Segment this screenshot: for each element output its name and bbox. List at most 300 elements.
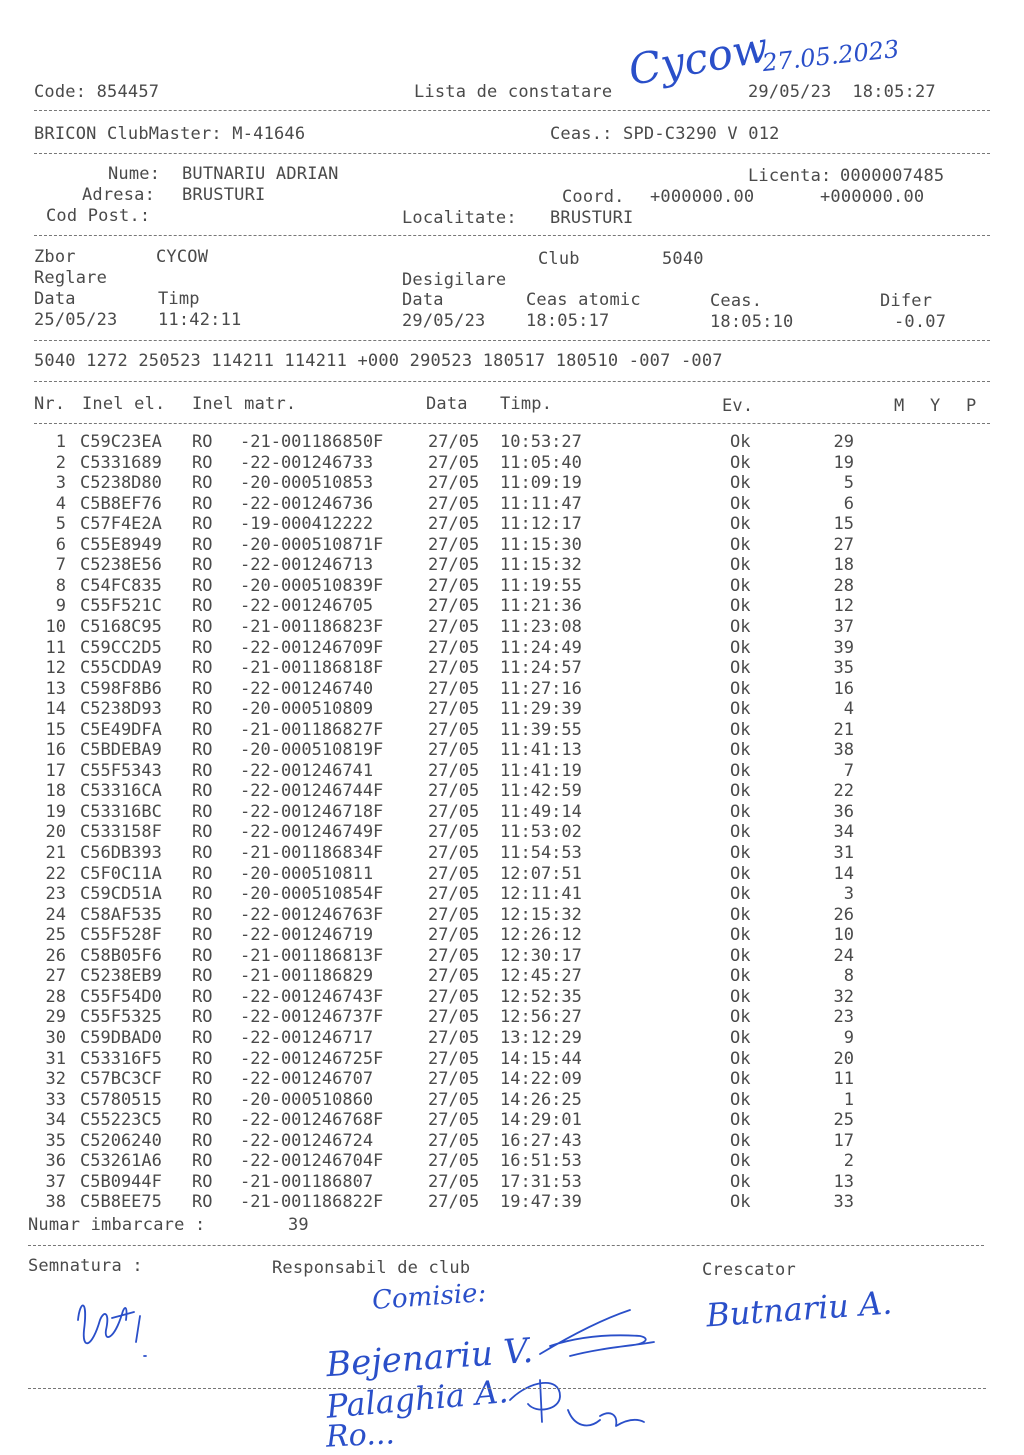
row-number: 1: [55, 432, 66, 452]
ring-number: -22-001246724: [240, 1130, 374, 1151]
rank-number: 22: [833, 781, 854, 802]
ring-number: -20-000510839F: [240, 575, 384, 596]
arrival-date: 27/05: [428, 616, 480, 637]
row-number: 7: [55, 555, 66, 576]
arrival-date: 27/05: [428, 740, 480, 761]
col-data: Data: [426, 394, 468, 414]
row-number: 34: [45, 1110, 66, 1131]
table-row: [0, 864, 1024, 885]
name-label: Nume:: [108, 164, 161, 184]
rank-number: 24: [833, 945, 854, 966]
arrival-date: 27/05: [428, 493, 480, 514]
rank-number: 28: [833, 575, 854, 596]
country-code: RO: [192, 843, 213, 863]
electronic-ring: C533158F: [80, 822, 162, 843]
row-number: 19: [45, 801, 66, 822]
row-number: 26: [45, 945, 66, 966]
event-status: Ok: [730, 1130, 751, 1151]
handwritten-date: 27.05.2023: [760, 34, 901, 78]
row-number: 13: [45, 678, 66, 699]
event-status: Ok: [730, 1048, 751, 1069]
event-status: Ok: [730, 432, 751, 452]
arrival-time: 11:24:57: [500, 658, 582, 679]
table-row: [0, 905, 1024, 926]
row-number: 10: [45, 616, 66, 637]
ring-number: -22-001246709F: [240, 637, 384, 658]
arrival-time: 10:53:27: [500, 432, 582, 452]
electronic-ring: C59CC2D5: [80, 637, 162, 658]
arrival-date: 27/05: [428, 863, 480, 884]
table-row: [0, 535, 1024, 556]
arrival-date: 27/05: [428, 1048, 480, 1069]
arrival-time: 11:49:14: [500, 801, 582, 822]
country-code: RO: [192, 1110, 213, 1131]
ring-number: -21-001186834F: [240, 843, 384, 863]
arrival-date: 27/05: [428, 843, 480, 863]
country-code: RO: [192, 1171, 213, 1192]
electronic-ring: C5331689: [80, 452, 162, 473]
ring-number: -22-001246749F: [240, 822, 384, 843]
row-number: 6: [55, 534, 66, 555]
ring-number: -22-001246768F: [240, 1110, 384, 1131]
row-number: 37: [45, 1171, 66, 1192]
ring-number: -22-001246744F: [240, 781, 384, 802]
rank-number: 1: [843, 1089, 854, 1110]
club-label: Club: [538, 249, 580, 269]
coord-label: Coord.: [562, 187, 625, 207]
divider: [34, 340, 990, 341]
row-number: 23: [45, 884, 66, 905]
arrival-time: 17:31:53: [500, 1171, 582, 1192]
electronic-ring: C55F54D0: [80, 986, 162, 1007]
country-code: RO: [192, 1089, 213, 1110]
arrival-time: 14:22:09: [500, 1069, 582, 1090]
event-status: Ok: [730, 1069, 751, 1090]
rank-number: 13: [833, 1171, 854, 1192]
divider: [34, 235, 990, 236]
signature-scribble: [70, 1290, 160, 1370]
address-label: Adresa:: [82, 185, 156, 205]
arrival-time: 11:53:02: [500, 822, 582, 843]
electronic-ring: C5238EB9: [80, 966, 162, 987]
ring-number: -20-000510853: [240, 473, 374, 494]
table-row: [0, 699, 1024, 720]
breeder-label: Crescator: [702, 1260, 796, 1280]
handwritten-flight-name: Cycow: [624, 22, 772, 95]
event-status: Ok: [730, 740, 751, 761]
col-m: M: [894, 396, 905, 416]
rank-number: 5: [843, 473, 854, 494]
ring-number: -22-001246743F: [240, 986, 384, 1007]
rank-number: 20: [833, 1048, 854, 1069]
col-ev: Ev.: [722, 396, 754, 416]
event-status: Ok: [730, 925, 751, 946]
event-status: Ok: [730, 616, 751, 637]
row-number: 24: [45, 904, 66, 925]
rank-number: 23: [833, 1007, 854, 1028]
ring-number: -22-001246740: [240, 678, 374, 699]
license-label: Licenta:: [748, 166, 832, 186]
arrival-date: 27/05: [428, 986, 480, 1007]
country-code: RO: [192, 904, 213, 925]
divider: [34, 153, 990, 154]
electronic-ring: C58B05F6: [80, 945, 162, 966]
difference-label: Difer: [880, 291, 933, 311]
electronic-ring: C53316BC: [80, 801, 162, 822]
arrival-time: 11:09:19: [500, 473, 582, 494]
electronic-ring: C5BDEBA9: [80, 740, 162, 761]
desigilare-atomic: 18:05:17: [526, 311, 610, 331]
rank-number: 25: [833, 1110, 854, 1131]
rank-number: 29: [833, 432, 854, 452]
ring-number: -22-001246763F: [240, 904, 384, 925]
arrival-date: 27/05: [428, 1007, 480, 1028]
arrival-date: 27/05: [428, 719, 480, 740]
divider: [28, 1388, 986, 1389]
rank-number: 14: [833, 863, 854, 884]
arrival-time: 12:52:35: [500, 986, 582, 1007]
country-code: RO: [192, 699, 213, 720]
ring-number: -22-001246733: [240, 452, 374, 473]
electronic-ring: C53316F5: [80, 1048, 162, 1069]
electronic-ring: C58AF535: [80, 904, 162, 925]
electronic-ring: C54FC835: [80, 575, 162, 596]
table-row: [0, 1131, 1024, 1152]
event-status: Ok: [730, 699, 751, 720]
club-value: 5040: [662, 249, 704, 269]
table-row: [0, 1090, 1024, 1111]
country-code: RO: [192, 1130, 213, 1151]
country-code: RO: [192, 658, 213, 679]
country-code: RO: [192, 740, 213, 761]
arrival-date: 27/05: [428, 534, 480, 555]
table-row: [0, 987, 1024, 1008]
arrival-date: 27/05: [428, 781, 480, 802]
club-responsible-label: Responsabil de club: [272, 1258, 471, 1278]
electronic-ring: C53261A6: [80, 1151, 162, 1172]
rank-number: 37: [833, 616, 854, 637]
country-code: RO: [192, 575, 213, 596]
country-code: RO: [192, 1192, 213, 1213]
row-number: 36: [45, 1151, 66, 1172]
table-row: [0, 884, 1024, 905]
row-number: 12: [45, 658, 66, 679]
row-number: 35: [45, 1130, 66, 1151]
event-status: Ok: [730, 945, 751, 966]
row-number: 31: [45, 1048, 66, 1069]
row-number: 22: [45, 863, 66, 884]
ring-number: -21-001186850F: [240, 432, 384, 452]
event-status: Ok: [730, 1110, 751, 1131]
electronic-ring: C5206240: [80, 1130, 162, 1151]
event-status: Ok: [730, 904, 751, 925]
table-row: [0, 925, 1024, 946]
ring-number: -19-000412222: [240, 514, 374, 535]
event-status: Ok: [730, 575, 751, 596]
arrival-time: 11:27:16: [500, 678, 582, 699]
col-y: Y: [930, 396, 941, 416]
ring-number: -22-001246705: [240, 596, 374, 617]
coord-value-2: +000000.00: [820, 187, 925, 207]
ring-number: -21-001186823F: [240, 616, 384, 637]
country-code: RO: [192, 801, 213, 822]
desigilare-date: 29/05/23: [402, 311, 486, 331]
col-nr: Nr.: [34, 394, 66, 414]
country-code: RO: [192, 596, 213, 617]
row-number: 2: [55, 452, 66, 473]
country-code: RO: [192, 1069, 213, 1090]
print-datetime: 29/05/23 18:05:27: [748, 82, 936, 102]
arrival-date: 27/05: [428, 884, 480, 905]
rank-number: 2: [843, 1151, 854, 1172]
ring-number: -22-001246719: [240, 925, 374, 946]
table-row: [0, 781, 1024, 802]
table-row: [0, 843, 1024, 864]
event-status: Ok: [730, 658, 751, 679]
code-line: 5040 1272 250523 114211 114211 +000 290523 180517 180510 -007 -007: [34, 351, 723, 371]
signature-label: Semnatura :: [28, 1256, 143, 1276]
rank-number: 39: [833, 637, 854, 658]
country-code: RO: [192, 760, 213, 781]
country-code: RO: [192, 986, 213, 1007]
event-status: Ok: [730, 596, 751, 617]
clubmaster-label: BRICON ClubMaster: M-41646: [34, 124, 306, 144]
event-status: Ok: [730, 884, 751, 905]
event-status: Ok: [730, 781, 751, 802]
table-row: [0, 1192, 1024, 1213]
ring-number: -22-001246717: [240, 1027, 374, 1048]
arrival-time: 12:11:41: [500, 884, 582, 905]
table-row: [0, 1069, 1024, 1090]
electronic-ring: C5238E56: [80, 555, 162, 576]
reglare-time: 11:42:11: [158, 310, 242, 330]
row-number: 9: [55, 596, 66, 617]
row-number: 4: [55, 493, 66, 514]
electronic-ring: C5238D80: [80, 473, 162, 494]
table-row: [0, 453, 1024, 474]
ring-number: -20-000510811: [240, 863, 374, 884]
owner-name: BUTNARIU ADRIAN: [182, 164, 339, 184]
electronic-ring: C5B0944F: [80, 1171, 162, 1192]
rank-number: 26: [833, 904, 854, 925]
event-status: Ok: [730, 719, 751, 740]
electronic-ring: C55F521C: [80, 596, 162, 617]
electronic-ring: C5238D93: [80, 699, 162, 720]
table-row: [0, 1151, 1024, 1172]
arrival-time: 11:15:32: [500, 555, 582, 576]
arrival-time: 16:27:43: [500, 1130, 582, 1151]
desigilare-clock: 18:05:10: [710, 312, 794, 332]
arrival-time: 11:41:19: [500, 760, 582, 781]
arrival-time: 11:05:40: [500, 452, 582, 473]
rank-number: 3: [843, 884, 854, 905]
handwritten-name-3: Ro...: [325, 1416, 396, 1455]
table-row: [0, 432, 1024, 453]
electronic-ring: C55F5325: [80, 1007, 162, 1028]
divider: [28, 1245, 984, 1246]
row-number: 32: [45, 1069, 66, 1090]
table-row: [0, 740, 1024, 761]
arrival-time: 16:51:53: [500, 1151, 582, 1172]
event-status: Ok: [730, 1089, 751, 1110]
electronic-ring: C55F5343: [80, 760, 162, 781]
table-row: [0, 822, 1024, 843]
arrival-time: 11:42:59: [500, 781, 582, 802]
country-code: RO: [192, 822, 213, 843]
handwritten-breeder-name: Butnariu A.: [704, 1283, 894, 1335]
rank-number: 31: [833, 843, 854, 863]
rank-number: 16: [833, 678, 854, 699]
arrival-date: 27/05: [428, 678, 480, 699]
ring-number: -20-000510871F: [240, 534, 384, 555]
zbor-label: Zbor: [34, 247, 76, 267]
locality-label: Localitate:: [402, 208, 517, 228]
ring-number: -22-001246707: [240, 1069, 374, 1090]
arrival-date: 27/05: [428, 1089, 480, 1110]
table-row: [0, 802, 1024, 823]
row-number: 14: [45, 699, 66, 720]
arrival-date: 27/05: [428, 596, 480, 617]
table-row: [0, 761, 1024, 782]
arrival-date: 27/05: [428, 966, 480, 987]
rank-number: 12: [833, 596, 854, 617]
clock-col-label: Ceas.: [710, 291, 763, 311]
electronic-ring: C5B8EF76: [80, 493, 162, 514]
rank-number: 32: [833, 986, 854, 1007]
row-number: 25: [45, 925, 66, 946]
data-label: Data: [34, 289, 76, 309]
rank-number: 15: [833, 514, 854, 535]
ring-number: -22-001246736: [240, 493, 374, 514]
country-code: RO: [192, 514, 213, 535]
arrival-date: 27/05: [428, 1069, 480, 1090]
locality-value: BRUSTURI: [550, 208, 634, 228]
event-status: Ok: [730, 801, 751, 822]
country-code: RO: [192, 719, 213, 740]
arrival-time: 14:26:25: [500, 1089, 582, 1110]
col-p: P: [966, 396, 977, 416]
table-row: [0, 576, 1024, 597]
arrival-time: 19:47:39: [500, 1192, 582, 1213]
arrival-date: 27/05: [428, 760, 480, 781]
arrival-time: 12:07:51: [500, 863, 582, 884]
arrival-date: 27/05: [428, 1130, 480, 1151]
electronic-ring: C5168C95: [80, 616, 162, 637]
arrival-time: 12:26:12: [500, 925, 582, 946]
ring-number: -21-001186822F: [240, 1192, 384, 1213]
arrival-time: 14:15:44: [500, 1048, 582, 1069]
rank-number: 11: [833, 1069, 854, 1090]
table-row: [0, 473, 1024, 494]
country-code: RO: [192, 1007, 213, 1028]
event-status: Ok: [730, 637, 751, 658]
reglare-label: Reglare: [34, 268, 108, 288]
electronic-ring: C5E49DFA: [80, 719, 162, 740]
event-status: Ok: [730, 1151, 751, 1172]
arrival-date: 27/05: [428, 658, 480, 679]
data2-label: Data: [402, 290, 444, 310]
boarding-count: 39: [288, 1215, 309, 1235]
electronic-ring: C5780515: [80, 1089, 162, 1110]
arrival-time: 14:29:01: [500, 1110, 582, 1131]
country-code: RO: [192, 1151, 213, 1172]
boarding-count-label: Numar imbarcare :: [28, 1215, 206, 1235]
row-number: 17: [45, 760, 66, 781]
arrival-date: 27/05: [428, 1027, 480, 1048]
country-code: RO: [192, 884, 213, 905]
rank-number: 33: [833, 1192, 854, 1213]
electronic-ring: C57F4E2A: [80, 514, 162, 535]
atomic-clock-label: Ceas atomic: [526, 290, 641, 310]
country-code: RO: [192, 1048, 213, 1069]
rank-number: 35: [833, 658, 854, 679]
event-status: Ok: [730, 555, 751, 576]
ring-number: -22-001246737F: [240, 1007, 384, 1028]
rank-number: 6: [843, 493, 854, 514]
event-status: Ok: [730, 1027, 751, 1048]
code-label: Code: 854457: [34, 82, 160, 102]
table-row: [0, 617, 1024, 638]
country-code: RO: [192, 432, 213, 452]
event-status: Ok: [730, 452, 751, 473]
arrival-date: 27/05: [428, 925, 480, 946]
arrival-time: 11:29:39: [500, 699, 582, 720]
arrival-date: 27/05: [428, 1151, 480, 1172]
country-code: RO: [192, 473, 213, 494]
license-value: 0000007485: [840, 166, 945, 186]
event-status: Ok: [730, 1007, 751, 1028]
rank-number: 4: [843, 699, 854, 720]
arrival-time: 11:54:53: [500, 843, 582, 863]
arrival-date: 27/05: [428, 945, 480, 966]
ring-number: -21-001186818F: [240, 658, 384, 679]
arrival-date: 27/05: [428, 473, 480, 494]
row-number: 29: [45, 1007, 66, 1028]
electronic-ring: C53316CA: [80, 781, 162, 802]
signature-scribble: [530, 1306, 660, 1366]
arrival-time: 11:19:55: [500, 575, 582, 596]
rank-number: 27: [833, 534, 854, 555]
timp-label: Timp: [158, 289, 200, 309]
col-inel-matr: Inel matr.: [192, 394, 297, 414]
electronic-ring: C598F8B6: [80, 678, 162, 699]
table-row: [0, 720, 1024, 741]
rank-number: 10: [833, 925, 854, 946]
arrival-date: 27/05: [428, 801, 480, 822]
rank-number: 8: [843, 966, 854, 987]
event-status: Ok: [730, 473, 751, 494]
desigilare-difference: -0.07: [894, 312, 947, 332]
event-status: Ok: [730, 822, 751, 843]
row-number: 27: [45, 966, 66, 987]
arrival-date: 27/05: [428, 555, 480, 576]
arrival-time: 12:45:27: [500, 966, 582, 987]
country-code: RO: [192, 925, 213, 946]
country-code: RO: [192, 637, 213, 658]
col-inel-el: Inel el.: [82, 394, 166, 414]
event-status: Ok: [730, 493, 751, 514]
table-row: [0, 1007, 1024, 1028]
row-number: 8: [55, 575, 66, 596]
country-code: RO: [192, 945, 213, 966]
ring-number: -20-000510809: [240, 699, 374, 720]
row-number: 11: [45, 637, 66, 658]
arrival-time: 12:56:27: [500, 1007, 582, 1028]
table-row: [0, 596, 1024, 617]
desigilare-label: Desigilare: [402, 270, 507, 290]
table-row: [0, 946, 1024, 967]
arrival-date: 27/05: [428, 1192, 480, 1213]
